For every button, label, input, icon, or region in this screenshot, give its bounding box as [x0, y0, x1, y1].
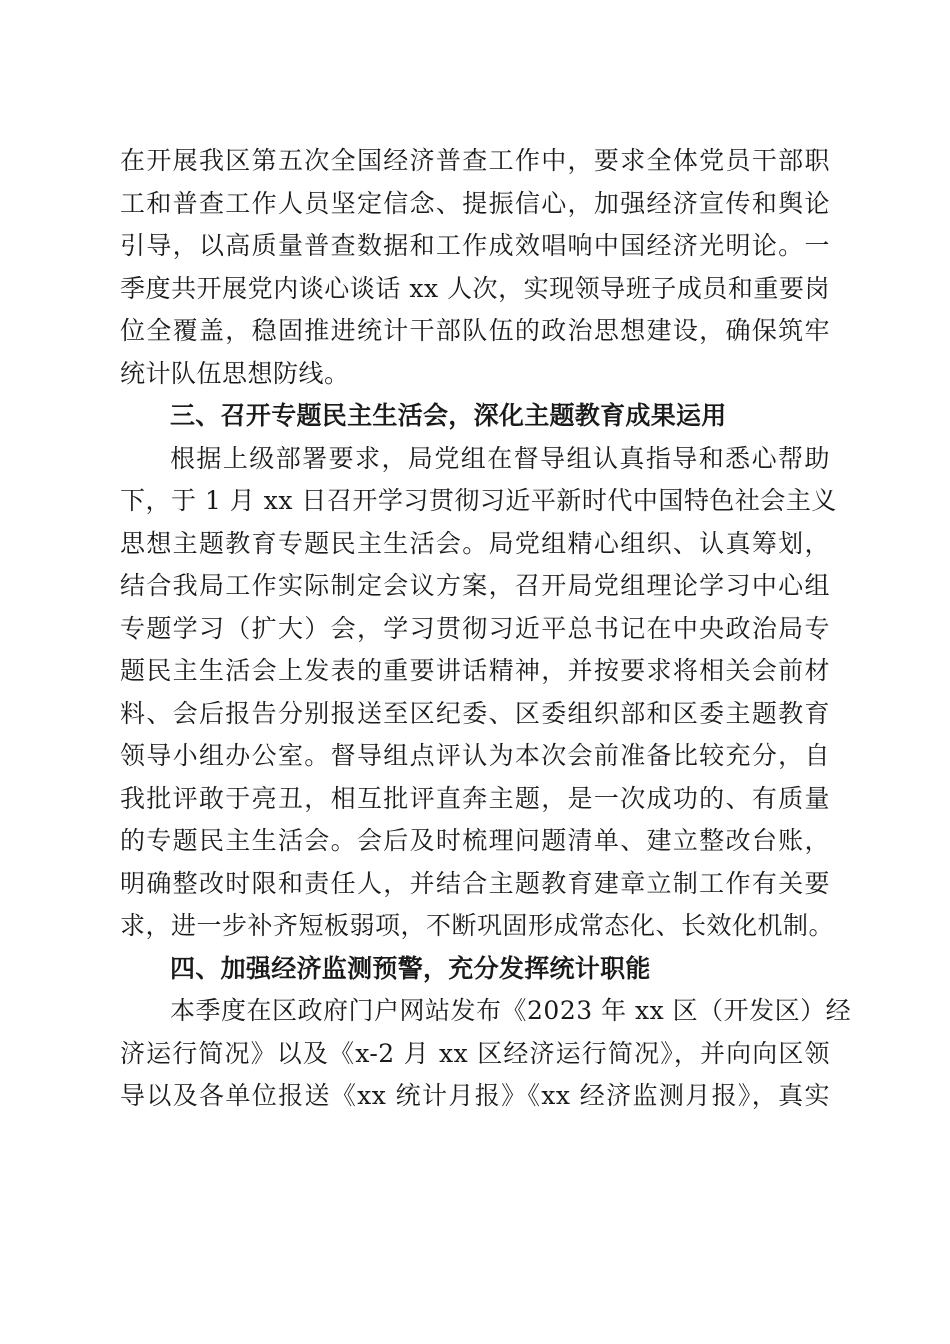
paragraph-3 — [120, 990, 852, 1118]
section-heading-4: 四、加强经济监测预警，充分发挥统计职能 — [170, 953, 651, 983]
text-line: 季度共开展党内谈心谈话 xx 人次，实现领导班子成员和重要岗 — [120, 273, 830, 303]
text-line: 济运行简况》以及《x-2 月 xx 区经济运行简况》，并向向区领 — [120, 1038, 830, 1068]
text-line: 工和普查工作人员坚定信念、提振信心，加强经济宣传和舆论 — [120, 188, 830, 218]
paragraph-2 — [120, 438, 837, 948]
text-line: 我批评敢于亮丑，相互批评直奔主题，是一次成功的、有质量 — [120, 783, 830, 813]
text-line: 的专题民主生活会。会后及时梳理问题清单、建立整改台账， — [120, 826, 830, 855]
text-line: 题民主生活会上发表的重要讲话精神，并按要求将相关会前材 — [120, 656, 830, 685]
text-line: 明确整改时限和责任人，并结合主题教育建章立制工作有关要 — [120, 868, 830, 898]
text-line: 在开展我区第五次全国经济普查工作中，要求全体党员干部职 — [120, 146, 830, 175]
text-line: 下，于 1 月 xx 日召开学习贯彻习近平新时代中国特色社会主义 — [120, 486, 837, 515]
text-line: 导以及各单位报送《xx 统计月报》《xx 经济监测月报》，真实 — [120, 1081, 830, 1110]
text-line: 专题学习（扩大）会，学习贯彻习近平总书记在中央政治局专 — [120, 613, 830, 643]
text-line: 求，进一步补齐短板弱项，不断巩固形成常态化、长效化机制。 — [120, 911, 835, 940]
text-line: 领导小组办公室。督导组点评认为本次会前准备比较充分，自 — [120, 741, 830, 770]
section-heading-3: 三、召开专题民主生活会，深化主题教育成果运用 — [170, 401, 727, 430]
text-line: 根据上级部署要求，局党组在督导组认真指导和悉心帮助 — [170, 443, 830, 473]
text-line: 思想主题教育专题民主生活会。局党组精心组织、认真筹划， — [120, 528, 830, 558]
document-body — [120, 140, 852, 1118]
text-line: 统计队伍思想防线。 — [120, 358, 350, 388]
text-line: 引导，以高质量普查数据和工作成效唱响中国经济光明论。一 — [120, 231, 830, 260]
text-line: 位全覆盖，稳固推进统计干部队伍的政治思想建设，确保筑牢 — [120, 316, 830, 345]
text-line: 结合我局工作实际制定会议方案，召开局党组理论学习中心组 — [120, 571, 830, 600]
text-line: 料、会后报告分别报送至区纪委、区委组织部和区委主题教育 — [120, 698, 830, 728]
paragraph-1 — [120, 140, 830, 395]
text-line: 本季度在区政府门户网站发布《2023 年 xx 区（开发区）经 — [170, 996, 852, 1025]
